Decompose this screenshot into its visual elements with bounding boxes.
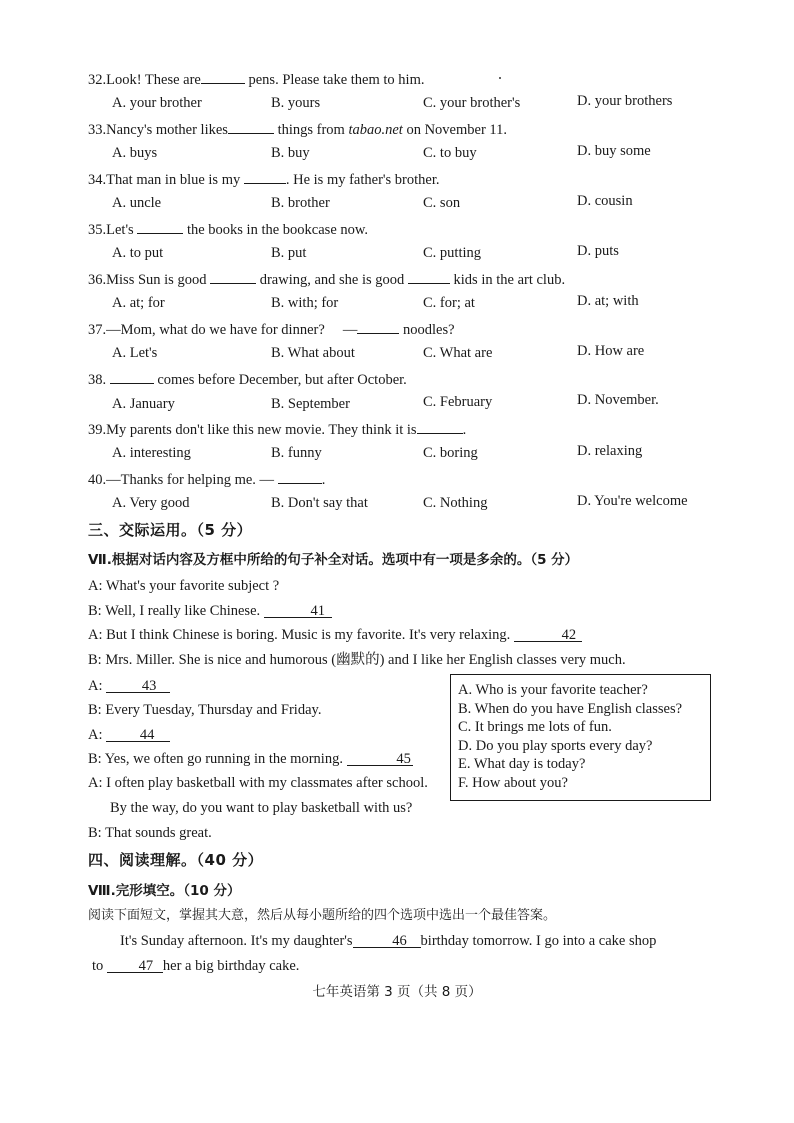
dialogue-line: B: Yes, we often go running in the morning. 45 [88, 751, 411, 767]
answer-blank-46[interactable]: 46 [353, 933, 421, 948]
option-a[interactable]: A. your brother [112, 95, 202, 111]
option-b[interactable]: B. September [271, 396, 350, 412]
section-subheading: Ⅷ.完形填空。（10 分） [88, 883, 241, 899]
option-d[interactable]: D. puts [577, 243, 619, 259]
box-option-b[interactable]: B. When do you have English classes? [458, 700, 683, 717]
answer-blank-42[interactable]: 42 [514, 627, 582, 642]
option-d[interactable]: D. How are [577, 343, 645, 359]
dialogue-line: A: But I think Chinese is boring. Music is my favorite. It's very relaxing. 42 [88, 626, 582, 644]
dialogue-line: B: Every Tuesday, Thursday and Friday. [88, 702, 322, 718]
option-b[interactable]: B. funny [271, 445, 322, 461]
option-c[interactable]: C. to buy [423, 145, 477, 161]
option-b[interactable]: B. with; for [271, 295, 339, 311]
box-option-d[interactable]: D. Do you play sports every day? [458, 737, 653, 754]
option-a[interactable]: A. January [112, 396, 175, 412]
question-37: 37.—Mom, what do we have for dinner? — noodles? [88, 319, 455, 339]
answer-blank[interactable] [137, 219, 183, 234]
answer-blank[interactable] [244, 169, 286, 184]
option-c[interactable]: C. son [423, 195, 461, 211]
question-35: 35.Let's the books in the bookcase now. [88, 219, 368, 239]
question-40: 40.—Thanks for helping me. — . [88, 469, 325, 489]
option-a[interactable]: A. at; for [112, 295, 165, 311]
option-c[interactable]: C. your brother's [423, 95, 521, 111]
answer-blank[interactable] [201, 69, 245, 84]
question-39: 39.My parents don't like this new movie. They think it is . [88, 419, 466, 439]
answer-blank[interactable] [278, 469, 322, 484]
answer-blank-43[interactable]: 43 [106, 678, 170, 693]
option-d[interactable]: D. You're welcome [577, 493, 688, 509]
question-34: 34.That man in blue is my . He is my father's brother. [88, 169, 439, 189]
option-b[interactable]: B. What about [271, 345, 355, 361]
answer-blank-44[interactable]: 44 [106, 727, 170, 742]
option-b[interactable]: B. brother [271, 195, 330, 211]
option-a[interactable]: A. uncle [112, 195, 162, 211]
question-33: 33.Nancy's mother likes things from tabao.net on November 11. [88, 119, 507, 139]
dialogue-line: B: Well, I really like Chinese. 41 [88, 602, 332, 620]
option-a[interactable]: A. to put [112, 245, 164, 261]
option-c[interactable]: C. Nothing [423, 495, 488, 511]
question-36: 36.Miss Sun is good drawing, and she is good kids in the art club. [88, 269, 565, 289]
dialogue-line: A: 43 [88, 677, 170, 695]
option-d[interactable]: D. buy some [577, 143, 651, 159]
dialogue-line: B: Mrs. Miller. She is nice and humorous (幽默的) and I like her English classes very much. [88, 652, 626, 668]
option-c[interactable]: C. boring [423, 445, 478, 461]
page-footer: 七年英语第 3 页（共 8 页） [312, 984, 482, 1000]
passage-line: to 47 her a big birthday cake. [92, 958, 300, 974]
answer-blank-47[interactable]: 47 [107, 958, 163, 973]
option-a[interactable]: A. buys [112, 145, 158, 161]
dialogue-line: A: I often play basketball with my classmates after school. [88, 775, 428, 791]
option-c[interactable]: C. for; at [423, 295, 475, 311]
dialogue-line: A: 44 [88, 726, 170, 744]
option-a[interactable]: A. Very good [112, 495, 190, 511]
question-38: 38. comes before December, but after October. [88, 369, 407, 389]
option-b[interactable]: B. put [271, 245, 307, 261]
dialogue-line: B: That sounds great. [88, 825, 212, 841]
answer-blank[interactable] [228, 119, 274, 134]
section-instructions: Ⅶ.根据对话内容及方框中所给的句子补全对话。选项中有一项是多余的。（5 分） [88, 552, 579, 568]
answer-blank[interactable] [357, 319, 399, 334]
option-a[interactable]: A. interesting [112, 445, 191, 461]
option-d[interactable]: D. at; with [577, 293, 639, 309]
option-d[interactable]: D. cousin [577, 193, 633, 209]
question-32: 32.Look! These are pens. Please take them to him. [88, 69, 424, 89]
option-c[interactable]: C. What are [423, 345, 493, 361]
box-option-f[interactable]: F. How about you? [458, 774, 568, 791]
answer-blank-41[interactable]: 41 [264, 603, 332, 618]
box-option-a[interactable]: A. Who is your favorite teacher? [458, 682, 648, 698]
passage-line: It's Sunday afternoon. It's my daughter's 46 birthday tomorrow. I go into a cake shop [120, 933, 657, 949]
option-c[interactable]: C. putting [423, 245, 482, 261]
answer-blank[interactable] [408, 269, 450, 284]
reading-instructions: 阅读下面短文，掌握其大意，然后从每小题所给的四个选项中选出一个最佳答案。 [88, 908, 557, 923]
section-heading: 三、交际运用。（5 分） [88, 521, 253, 539]
box-option-e[interactable]: E. What day is today? [458, 756, 586, 772]
answer-blank[interactable] [110, 369, 154, 384]
ink-speck [499, 77, 501, 79]
answer-blank[interactable] [210, 269, 256, 284]
option-a[interactable]: A. Let's [112, 345, 158, 361]
option-d[interactable]: D. relaxing [577, 443, 643, 459]
dialogue-line: By the way, do you want to play basketball with us? [110, 800, 413, 816]
option-c[interactable]: C. February [423, 394, 493, 410]
option-b[interactable]: B. buy [271, 145, 310, 161]
answer-blank-45[interactable]: 45 [347, 751, 413, 766]
options-box [450, 674, 711, 801]
section-heading: 四、阅读理解。（40 分） [88, 851, 264, 869]
box-option-c[interactable]: C. It brings me lots of fun. [458, 719, 612, 735]
option-d[interactable]: D. November. [577, 392, 659, 408]
dialogue-line: A: What's your favorite subject ? [88, 578, 280, 594]
option-b[interactable]: B. yours [271, 95, 321, 111]
option-b[interactable]: B. Don't say that [271, 495, 368, 511]
option-d[interactable]: D. your brothers [577, 93, 673, 109]
answer-blank[interactable] [417, 419, 463, 434]
